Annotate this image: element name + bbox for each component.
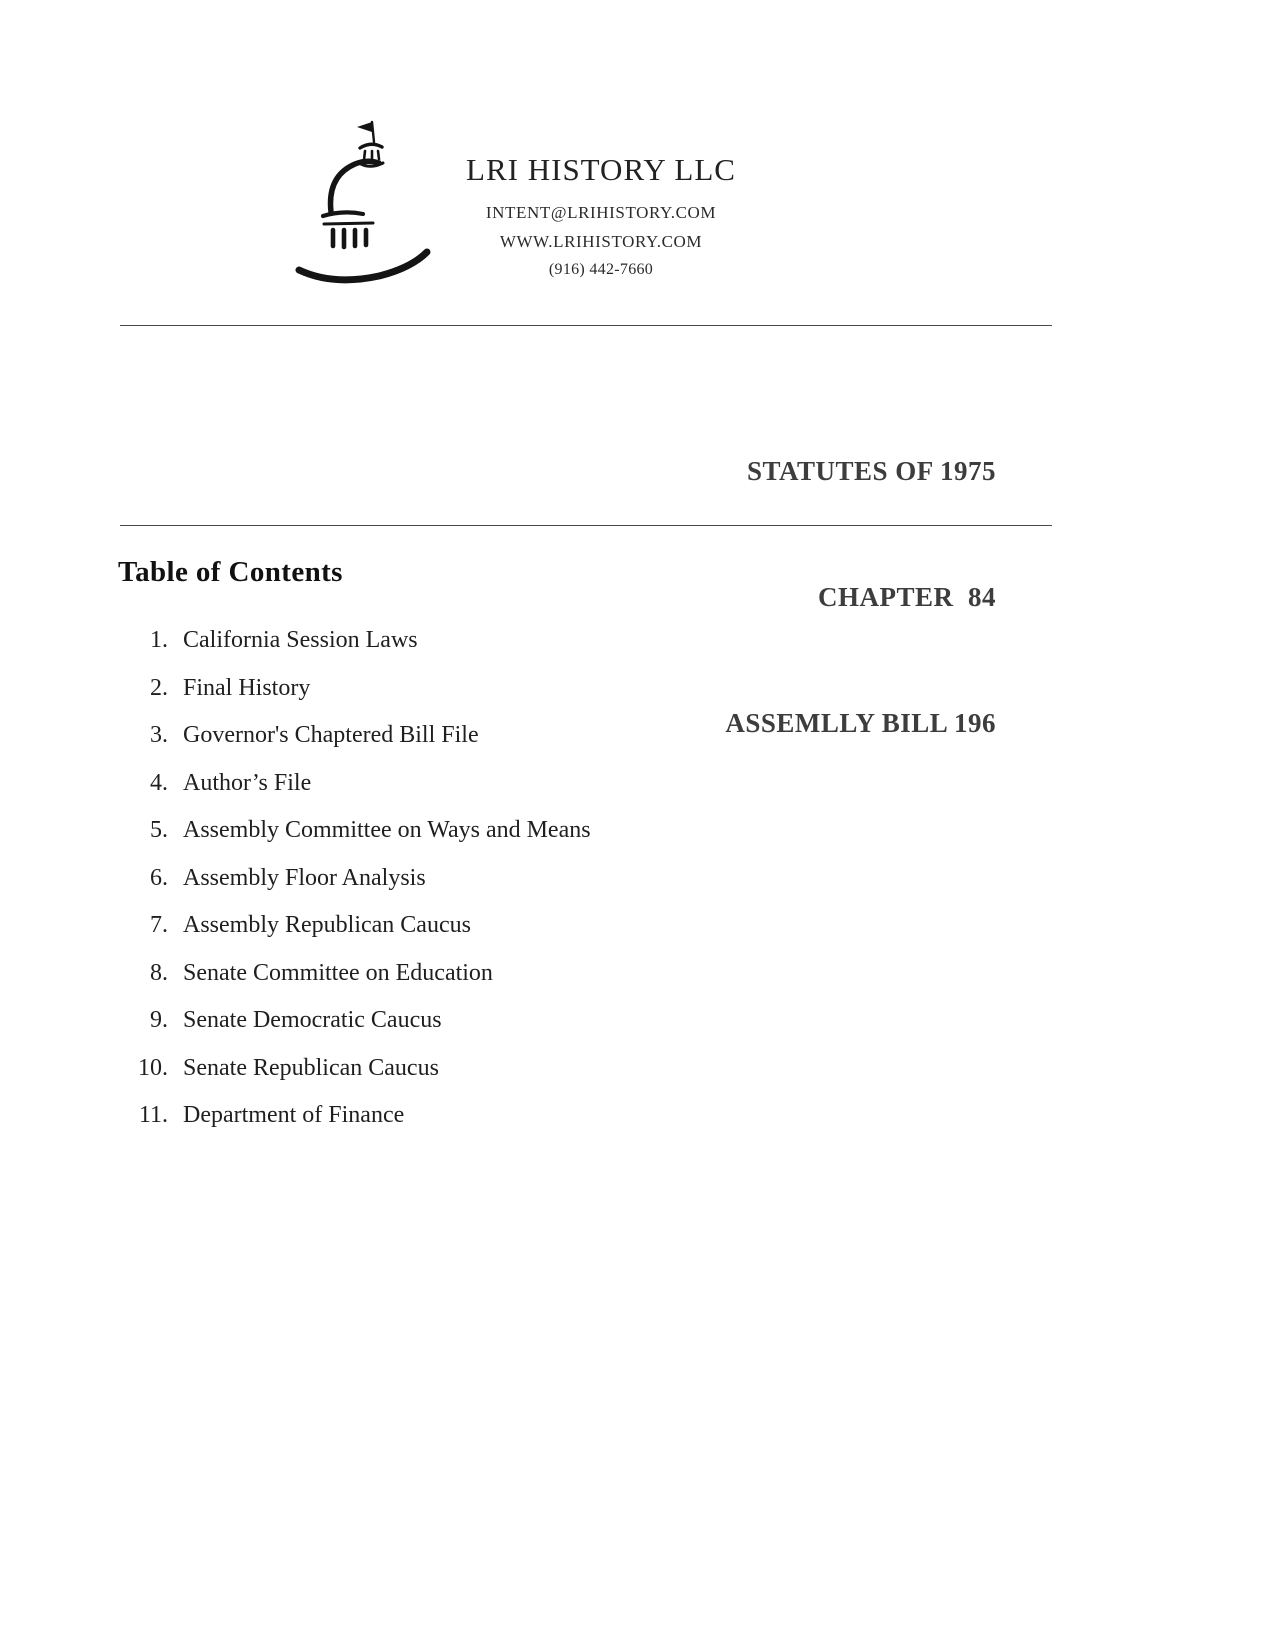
chapter-line: CHAPTER 84 xyxy=(817,582,996,612)
toc-item-number: 4. xyxy=(150,769,168,796)
phone-number: (916) 442-7660 xyxy=(548,261,654,278)
toc-item xyxy=(118,816,1128,844)
toc-item-label: Department of Finance xyxy=(183,1102,405,1128)
toc-item-number: 8. xyxy=(150,959,168,986)
toc-item-label: Author’s File xyxy=(183,769,312,796)
toc-item xyxy=(118,959,1128,987)
email-address: INTENT@LRIHISTORY.COM xyxy=(485,203,717,222)
toc-item-number: 10. xyxy=(138,1054,168,1081)
toc-item xyxy=(118,769,1128,797)
toc-item-number: 2. xyxy=(150,674,168,701)
toc-item-number: 3. xyxy=(150,722,168,748)
toc-item-label: Assembly Republican Caucus xyxy=(183,912,471,938)
toc-item-label: Final History xyxy=(183,674,311,701)
toc-item-number: 1. xyxy=(150,627,168,653)
toc-item-number: 7. xyxy=(150,912,168,938)
toc-item-number: 9. xyxy=(150,1007,168,1033)
toc-item xyxy=(118,674,1128,702)
assembly-bill-line: ASSEMLLY BILL 196 xyxy=(725,708,996,738)
toc-item-number: 6. xyxy=(150,864,168,891)
toc-item xyxy=(118,1006,1128,1034)
website-url: WWW.LRIHISTORY.COM xyxy=(499,232,703,251)
divider-bottom xyxy=(120,525,1052,526)
toc-item xyxy=(118,864,1128,892)
toc-item xyxy=(118,1101,1128,1129)
toc-item-label: Assembly Floor Analysis xyxy=(183,864,426,891)
toc-item xyxy=(118,721,1128,749)
toc-item-label: Senate Committee on Education xyxy=(183,959,493,986)
toc-item-label: Assembly Committee on Ways and Means xyxy=(183,817,591,843)
toc-item-number: 11. xyxy=(138,1102,168,1128)
table-of-contents xyxy=(118,556,1128,1149)
toc-item-number: 5. xyxy=(150,817,168,843)
toc-item-label: Senate Democratic Caucus xyxy=(183,1007,442,1033)
toc-item-label: California Session Laws xyxy=(183,627,418,653)
divider-top xyxy=(120,325,1052,326)
toc-item xyxy=(118,911,1128,939)
toc-heading: Table of Contents xyxy=(118,556,343,588)
toc-list xyxy=(118,626,1128,1129)
toc-item xyxy=(118,1054,1128,1082)
letterhead-text xyxy=(420,152,782,288)
toc-item-label: Senate Republican Caucus xyxy=(183,1054,439,1081)
statutes-year-line: STATUTES OF 1975 xyxy=(746,456,996,486)
toc-item-label: Governor's Chaptered Bill File xyxy=(183,722,479,748)
capitol-sketch-icon xyxy=(293,120,441,290)
company-name: LRI HISTORY LLC xyxy=(466,152,736,187)
toc-item xyxy=(118,626,1128,654)
